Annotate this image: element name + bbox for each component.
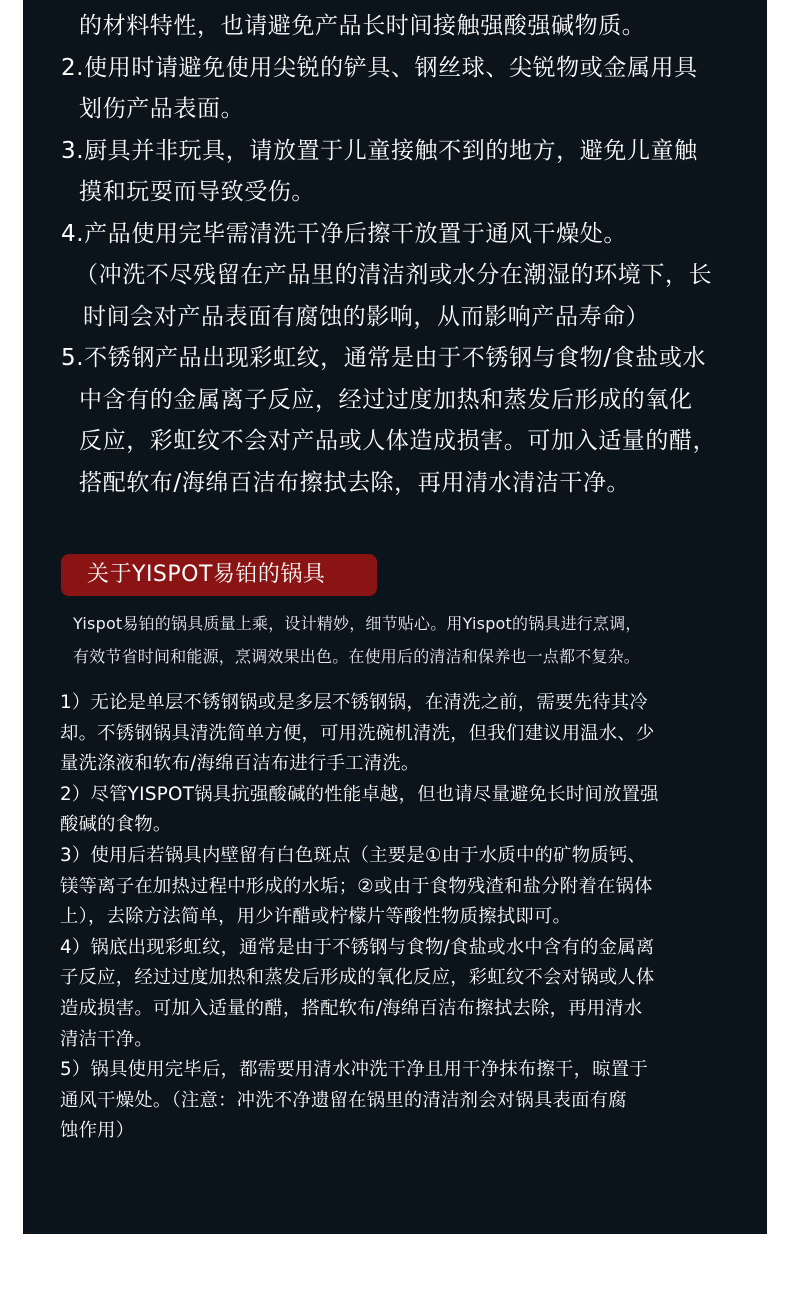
care-line: （冲洗不尽残留在产品里的清洁剂或水分在潮湿的环境下，长: [75, 262, 713, 288]
tip-line: 蚀作用）: [60, 1120, 135, 1142]
care-line: 时间会对产品表面有腐蚀的影响，从而影响产品寿命）: [83, 303, 650, 330]
tip-line: 却。不锈钢锅具清洗简单方便，可用洗碗机清洗，但我们建议用温水、少: [60, 722, 655, 744]
numbered-tips-list: [60, 688, 740, 1147]
care-item-5: [61, 338, 761, 504]
care-line: 中含有的金属离子反应，经过过度加热和蒸发后形成的氧化: [79, 386, 693, 413]
care-line: 3.厨具并非玩具，请放置于儿童接触不到的地方，避免儿童触: [61, 137, 698, 164]
tip-line: 镁等离子在加热过程中形成的水垢；②或由于食物残渣和盐分附着在锅体: [60, 875, 653, 897]
intro-line: Yispot易铂的锅具质量上乘，设计精妙，细节贴心。用Yispot的锅具进行烹调，: [73, 614, 642, 633]
care-line: 划伤产品表面。: [79, 96, 245, 122]
tip-line: 2）尽管YISPOT锅具抗强酸碱的性能卓越，但也请尽量避免长时间放置强: [60, 783, 659, 805]
care-line: 反应，彩虹纹不会对产品或人体造成损害。可加入适量的醋，: [79, 428, 717, 454]
tip-item-3: [60, 841, 740, 933]
tip-line: 3）使用后若锅具内壁留有白色斑点（主要是①由于水质中的矿物质钙、: [60, 844, 647, 866]
tip-line: 酸碱的食物。: [60, 814, 172, 836]
care-item-3: [61, 131, 761, 214]
care-item-continuation: [61, 6, 761, 48]
intro-paragraph: [73, 607, 763, 673]
care-line: 搭配软布/海绵百洁布擦拭去除，再用清水清洁干净。: [79, 469, 631, 496]
care-line: 2.使用时请避免使用尖锐的铲具、钢丝球、尖锐物或金属用具: [61, 54, 698, 81]
tip-line: 5）锅具使用完毕后，都需要用清水冲洗干净且用干净抹布擦干，晾置于: [60, 1059, 648, 1081]
care-item-note: [61, 255, 761, 338]
care-line: 4.产品使用完毕需清洗干净后擦干放置于通风干燥处。: [61, 220, 627, 247]
tip-line: 子反应，经过过度加热和蒸发后形成的氧化反应，彩虹纹不会对锅或人体: [60, 967, 655, 989]
section-heading: 关于YISPOT易铂的锅具: [61, 554, 377, 596]
care-item-4: [61, 214, 761, 256]
care-instructions-list: [61, 6, 761, 504]
care-line: 摸和玩耍而导致受伤。: [79, 179, 315, 205]
tip-item-2: [60, 780, 740, 841]
tip-item-1: [60, 688, 740, 780]
tip-item-5: [60, 1055, 740, 1147]
tip-line: 4）锅底出现彩虹纹，通常是由于不锈钢与食物/食盐或水中含有的金属离: [60, 936, 655, 958]
tip-line: 造成损害。可加入适量的醋，搭配软布/海绵百洁布擦拭去除，再用清水: [60, 997, 643, 1019]
tip-line: 1）无论是单层不锈钢锅或是多层不锈钢锅，在清洗之前，需要先待其冷: [60, 692, 648, 713]
care-line: 5.不锈钢产品出现彩虹纹，通常是由于不锈钢与食物/食盐或水: [61, 345, 707, 371]
tip-line: 清洁干净。: [60, 1028, 153, 1050]
tip-line: 通风干燥处。（注意：冲洗不净遗留在锅里的清洁剂会对锅具表面有腐: [60, 1089, 627, 1111]
tip-line: 上），去除方法简单，用少许醋或柠檬片等酸性物质擦拭即可。: [60, 906, 572, 928]
care-item-2: [61, 48, 761, 131]
tip-line: 量洗涤液和软布/海绵百洁布进行手工清洗。: [60, 753, 420, 775]
content-panel: [23, 0, 767, 1234]
care-line: 的材料特性，也请避免产品长时间接触强酸强碱物质。: [79, 13, 646, 39]
intro-line: 有效节省时间和能源，烹调效果出色。在使用后的清洁和保养也一点都不复杂。: [73, 647, 641, 666]
tip-item-4: [60, 933, 740, 1055]
